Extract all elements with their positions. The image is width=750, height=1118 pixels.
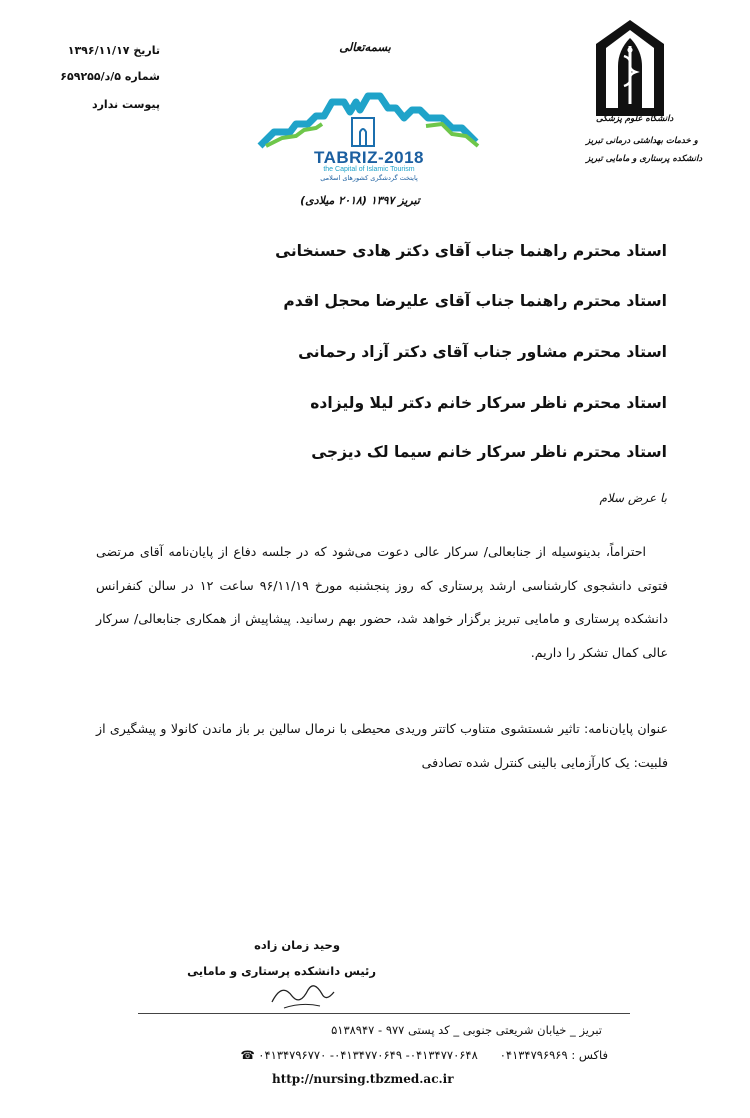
- university-emblem-icon: [592, 16, 668, 126]
- recipient-5: استاد محترم ناظر سرکار خانم سیما لک دیزجی: [311, 443, 667, 461]
- thesis-title-text: عنوان پایان‌نامه: تاثیر شستشوی متناوب کاتتر وریدی محیطی با نرمال سالین بر باز ماندن کانولا و پیشگیری از فلبیت: یک کارآزمایی بالینی کنترل شده تصادفی: [96, 721, 668, 770]
- invitation-paragraph: [96, 535, 668, 669]
- recipient-1: استاد محترم راهنما جناب آقای دکتر هادی حسنخانی: [275, 242, 667, 260]
- signatory-name: وحید زمان زاده: [254, 938, 340, 952]
- tabriz-2018-tagline-fa: پایتخت گردشگری کشورهای اسلامی: [320, 174, 418, 182]
- date-value: ۱۳۹۶/۱۱/۱۷: [67, 44, 130, 57]
- tabriz-2018-subtitle: تبریز ۱۳۹۷ (۲۰۱۸ میلادی): [300, 194, 420, 207]
- phone-numbers: ۰۴۱۳۴۷۷۰۶۴۸- ۰۴۱۳۴۷۷۰۶۴۹- ۰۴۱۳۴۷۹۶۷۷۰: [258, 1048, 478, 1062]
- faculty-name: دانشکده پرستاری و مامایی تبریز: [586, 154, 703, 164]
- telephone-icon: ☎: [240, 1048, 255, 1062]
- footer-address: تبریز _ خیابان شریعتی جنوبی _ کد پستی ۹۷۷ - ۵۱۳۸۹۴۷: [331, 1023, 602, 1037]
- tabriz-skyline-icon: [256, 88, 482, 150]
- number-label: شماره: [124, 70, 160, 83]
- fax-value: ۰۴۱۳۴۷۹۶۹۶۹: [499, 1048, 568, 1062]
- thesis-title-paragraph: [96, 712, 668, 779]
- university-logo: [592, 16, 668, 126]
- handwritten-signature-icon: [262, 972, 342, 1012]
- signatory-title: رئیس دانشکده پرستاری و مامایی: [187, 964, 376, 978]
- university-name-line1: دانشگاه علوم پزشکی: [596, 114, 674, 124]
- date-label: تاریخ: [133, 44, 160, 57]
- tabriz-2018-brand: TABRIZ-2018: [313, 148, 425, 167]
- footer-contact: [110, 1048, 608, 1062]
- basmala: بسمه‌تعالی: [339, 40, 391, 54]
- greeting: با عرض سلام: [599, 491, 667, 505]
- footer-divider: [138, 1013, 630, 1014]
- letter-date: [60, 44, 160, 57]
- recipient-3: استاد محترم مشاور جناب آقای دکتر آزاد رحمانی: [298, 343, 667, 361]
- letter-attachment: پیوست ندارد: [91, 98, 160, 111]
- recipient-2: استاد محترم راهنما جناب آقای علیرضا محجل اقدم: [283, 292, 667, 310]
- letter-number: [60, 70, 160, 83]
- number-value: ۵/د/۶۵۹۲۵۵: [60, 70, 121, 83]
- recipient-4: استاد محترم ناظر سرکار خانم دکتر لیلا ولیزاده: [310, 394, 667, 412]
- tabriz-2018-logo: [256, 88, 482, 182]
- tabriz-2018-tagline: the Capital of Islamic Tourism: [323, 166, 415, 173]
- fax-label: فاکس :: [571, 1048, 608, 1062]
- invitation-text: احتراماً، بدینوسیله از جنابعالی/ سرکار عالی دعوت می‌شود که در جلسه دفاع از پایان‌نامه آقای مرتضی فتوتی دانشجوی کارشناسی ارشد پرستاری که روز پنجشنبه مورخ ۹۶/۱۱/۱۹ ساعت ۱۲ در سالن کنفرانس دانشکده پرستاری و مامایی تبریز برگزار خواهد شد، حضور بهم رسانید. پیشاپیش از همکاری جنابعالی/ سرکار عالی کمال تشکر را داریم.: [96, 544, 668, 660]
- footer-website-link[interactable]: http://nursing.tbzmed.ac.ir: [272, 1072, 454, 1086]
- university-name-line2: و خدمات بهداشتی درمانی تبریز: [586, 136, 698, 146]
